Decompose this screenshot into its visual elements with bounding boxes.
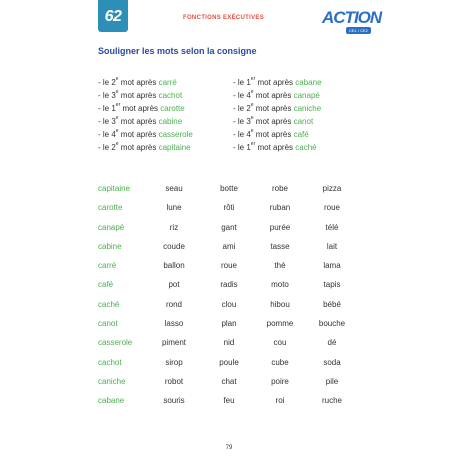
word-cell[interactable]: rond: [165, 299, 182, 309]
clue-text: e: [115, 115, 119, 121]
word-cell[interactable]: lune: [166, 203, 182, 213]
action-logo: [322, 8, 384, 38]
clue-target-word: carré: [158, 78, 177, 87]
word-row: [98, 261, 368, 280]
clue-line: [98, 115, 193, 128]
word-cell[interactable]: télé: [325, 222, 339, 232]
word-cell[interactable]: chat: [221, 376, 237, 386]
word-cell[interactable]: roue: [220, 261, 237, 271]
clue-text: - le 3: [98, 117, 116, 126]
section-title: FONCTIONS EXÉCUTIVES: [183, 15, 265, 21]
clue-line: [98, 89, 193, 102]
clue-target-word: café: [293, 130, 309, 139]
clue-text: mot après: [253, 91, 294, 100]
exercise-number-badge: [98, 0, 128, 32]
word-cell[interactable]: thé: [274, 261, 286, 271]
word-cell[interactable]: ami: [222, 241, 236, 251]
word-cell[interactable]: ruban: [269, 203, 291, 213]
clue-text: e: [115, 89, 119, 95]
exercise-instruction: Souligner les mots selon la consigne: [98, 46, 257, 56]
word-row: [98, 300, 368, 319]
word-row: [98, 242, 368, 261]
word-cell[interactable]: lasso: [164, 319, 184, 329]
clue-target-word: canot: [293, 117, 314, 126]
clue-text: - le 4: [98, 130, 116, 139]
word-cell[interactable]: botte: [220, 184, 238, 193]
clue-text: - le 3: [233, 117, 251, 126]
anchor-word[interactable]: café: [98, 280, 114, 290]
clue-text: mot après: [118, 130, 159, 139]
word-cell[interactable]: feu: [223, 396, 235, 406]
clue-text: e: [250, 115, 254, 121]
word-cell[interactable]: robe: [271, 184, 288, 193]
clue-text: e: [115, 128, 119, 134]
word-cell[interactable]: dé: [327, 338, 337, 348]
clue-text: - le 4: [233, 91, 251, 100]
clue-line: [233, 115, 322, 128]
clue-line: [233, 76, 322, 89]
word-cell[interactable]: soda: [323, 357, 341, 367]
clue-target-word: capitaine: [158, 143, 191, 152]
clue-list-left: [98, 76, 193, 154]
word-row: [98, 358, 368, 377]
clue-text: - le 2: [233, 104, 251, 113]
word-cell[interactable]: cou: [273, 338, 287, 348]
word-cell[interactable]: moto: [271, 280, 289, 290]
logo-subtitle: CE1 / CE2: [346, 27, 371, 34]
word-cell[interactable]: roi: [275, 396, 285, 406]
word-cell[interactable]: roue: [323, 203, 340, 213]
clue-text: mot après: [118, 143, 159, 152]
clue-text: mot après: [253, 130, 294, 139]
exercise-number: 62: [104, 8, 122, 25]
clue-text: mot après: [253, 117, 294, 126]
clue-text: mot après: [118, 91, 159, 100]
anchor-word[interactable]: capitaine: [98, 184, 131, 193]
clue-line: [98, 76, 193, 89]
anchor-word[interactable]: cachot: [98, 357, 122, 367]
word-cell[interactable]: rôti: [223, 203, 235, 213]
clue-text: - le 1: [233, 143, 251, 152]
clue-text: - le 2: [98, 143, 116, 152]
clue-text: e: [115, 141, 119, 147]
anchor-word[interactable]: cabane: [98, 396, 125, 406]
word-cell[interactable]: souris: [163, 396, 185, 406]
anchor-word[interactable]: casserole: [98, 338, 133, 348]
clue-text: er: [250, 141, 256, 147]
word-cell[interactable]: coude: [163, 241, 185, 251]
word-cell[interactable]: tapis: [323, 280, 341, 290]
word-cell[interactable]: purée: [269, 222, 291, 232]
clue-line: [98, 141, 193, 154]
word-cell[interactable]: poule: [219, 357, 239, 367]
clue-line: [233, 128, 322, 141]
anchor-word[interactable]: carré: [98, 261, 117, 271]
clue-text: e: [115, 76, 119, 82]
word-cell[interactable]: bouche: [318, 319, 346, 329]
word-row: [98, 203, 368, 222]
word-cell[interactable]: tasse: [270, 241, 290, 251]
clue-text: e: [250, 89, 254, 95]
word-grid: [98, 184, 368, 416]
word-cell[interactable]: pomme: [266, 319, 294, 329]
word-cell[interactable]: piment: [161, 338, 186, 348]
word-cell[interactable]: plan: [221, 319, 237, 329]
clue-target-word: cachot: [158, 91, 183, 100]
word-cell[interactable]: robot: [164, 376, 184, 386]
word-cell[interactable]: pot: [168, 280, 180, 290]
clue-text: mot après: [120, 104, 161, 113]
clue-target-word: casserole: [158, 130, 193, 139]
clue-list-right: [233, 76, 322, 154]
word-row: [98, 338, 368, 357]
clue-text: - le 4: [233, 130, 251, 139]
word-cell[interactable]: cube: [271, 357, 289, 367]
anchor-word[interactable]: caniche: [98, 376, 126, 386]
clue-text: mot après: [255, 78, 296, 87]
clue-target-word: cabine: [158, 117, 183, 126]
anchor-word[interactable]: canot: [98, 319, 118, 329]
clue-text: er: [250, 76, 256, 82]
clue-line: [233, 102, 322, 115]
clue-text: mot après: [253, 104, 294, 113]
clue-text: e: [250, 128, 254, 134]
clue-line: [98, 102, 193, 115]
clue-line: [233, 141, 322, 154]
word-cell[interactable]: seau: [165, 184, 183, 193]
word-cell[interactable]: pizza: [322, 184, 342, 193]
word-cell[interactable]: lait: [326, 241, 338, 251]
word-row: [98, 223, 368, 242]
clue-text: mot après: [118, 78, 159, 87]
clue-text: - le 1: [233, 78, 251, 87]
clue-text: - le 3: [98, 91, 116, 100]
word-cell[interactable]: ballon: [163, 261, 185, 271]
word-cell[interactable]: nid: [223, 338, 235, 348]
clue-target-word: caniche: [293, 104, 322, 113]
word-cell[interactable]: pile: [325, 376, 339, 386]
word-cell[interactable]: gant: [221, 222, 237, 232]
clue-target-word: canapé: [293, 91, 320, 100]
word-row: [98, 396, 368, 415]
word-cell[interactable]: ruche: [321, 396, 342, 406]
word-cell[interactable]: sirop: [165, 357, 183, 367]
clue-target-word: caché: [295, 143, 317, 152]
logo-text: ACTION: [322, 8, 382, 27]
anchor-word[interactable]: canapé: [98, 222, 125, 232]
word-cell[interactable]: lama: [323, 261, 341, 271]
word-cell[interactable]: hibou: [270, 299, 290, 309]
anchor-word[interactable]: carotte: [98, 203, 123, 213]
word-cell[interactable]: bébé: [323, 299, 341, 309]
clue-text: - le 2: [98, 78, 116, 87]
clue-target-word: carotte: [160, 104, 185, 113]
word-row: [98, 319, 368, 338]
clue-text: - le 1: [98, 104, 116, 113]
word-row: [98, 377, 368, 396]
word-row: [98, 280, 368, 299]
clue-line: [233, 89, 322, 102]
clue-line: [98, 128, 193, 141]
page-number: 79: [225, 445, 233, 451]
anchor-word[interactable]: caché: [98, 299, 120, 309]
clue-text: mot après: [118, 117, 159, 126]
clue-text: mot après: [255, 143, 296, 152]
word-cell[interactable]: clou: [221, 299, 237, 309]
clue-target-word: cabane: [295, 78, 322, 87]
word-cell[interactable]: poire: [271, 376, 289, 386]
word-row: [98, 184, 368, 203]
word-cell[interactable]: radis: [220, 280, 238, 290]
clue-text: e: [250, 102, 254, 108]
anchor-word[interactable]: cabine: [98, 241, 122, 251]
clue-text: er: [115, 102, 121, 108]
word-cell[interactable]: riz: [169, 222, 179, 232]
